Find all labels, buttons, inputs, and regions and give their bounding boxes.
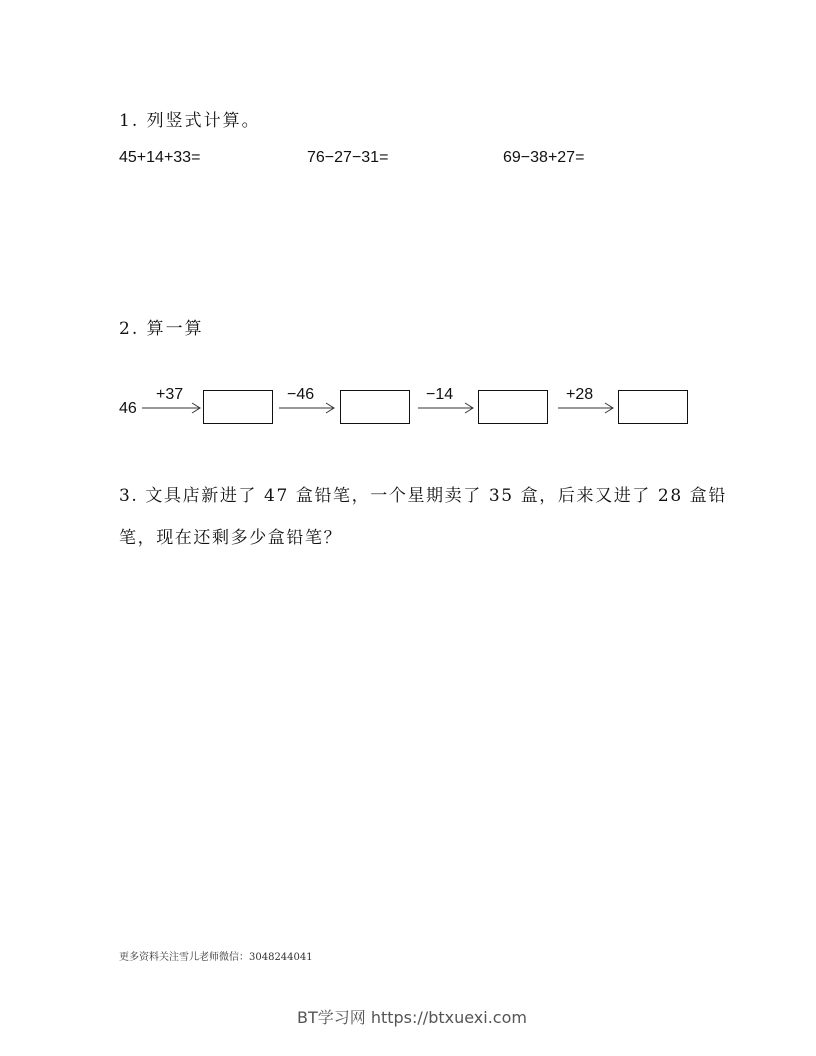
question-1-title: 1. 列竖式计算。	[119, 111, 261, 131]
answer-box-2[interactable]	[340, 390, 410, 424]
operation-label-3: −14	[426, 386, 454, 403]
operation-label-2: −46	[287, 386, 315, 403]
answer-box-4[interactable]	[618, 390, 688, 424]
arrow-right-icon	[279, 401, 335, 415]
footnote: 更多资料关注雪儿老师微信：3048244041	[119, 952, 313, 963]
expression-2: 76−27−31=	[307, 149, 389, 166]
question-2-title: 2. 算一算	[119, 319, 204, 339]
question-3-line-1: 3. 文具店新进了 47 盒铅笔，一个星期卖了 35 盒，后来又进了 28 盒铅	[119, 486, 727, 506]
operation-label-4: +28	[566, 386, 594, 403]
operation-label-1: +37	[156, 386, 184, 403]
answer-box-1[interactable]	[203, 390, 273, 424]
watermark: BT学习网 https://btxuexi.com	[297, 1008, 527, 1027]
question-3-line-2: 笔，现在还剩多少盒铅笔？	[119, 528, 343, 548]
start-value: 46	[119, 400, 137, 417]
arrow-right-icon	[418, 401, 474, 415]
expression-1: 45+14+33=	[119, 149, 201, 166]
arrow-right-icon	[558, 401, 614, 415]
arrow-right-icon	[142, 401, 202, 415]
expression-3: 69−38+27=	[503, 149, 585, 166]
answer-box-3[interactable]	[478, 390, 548, 424]
